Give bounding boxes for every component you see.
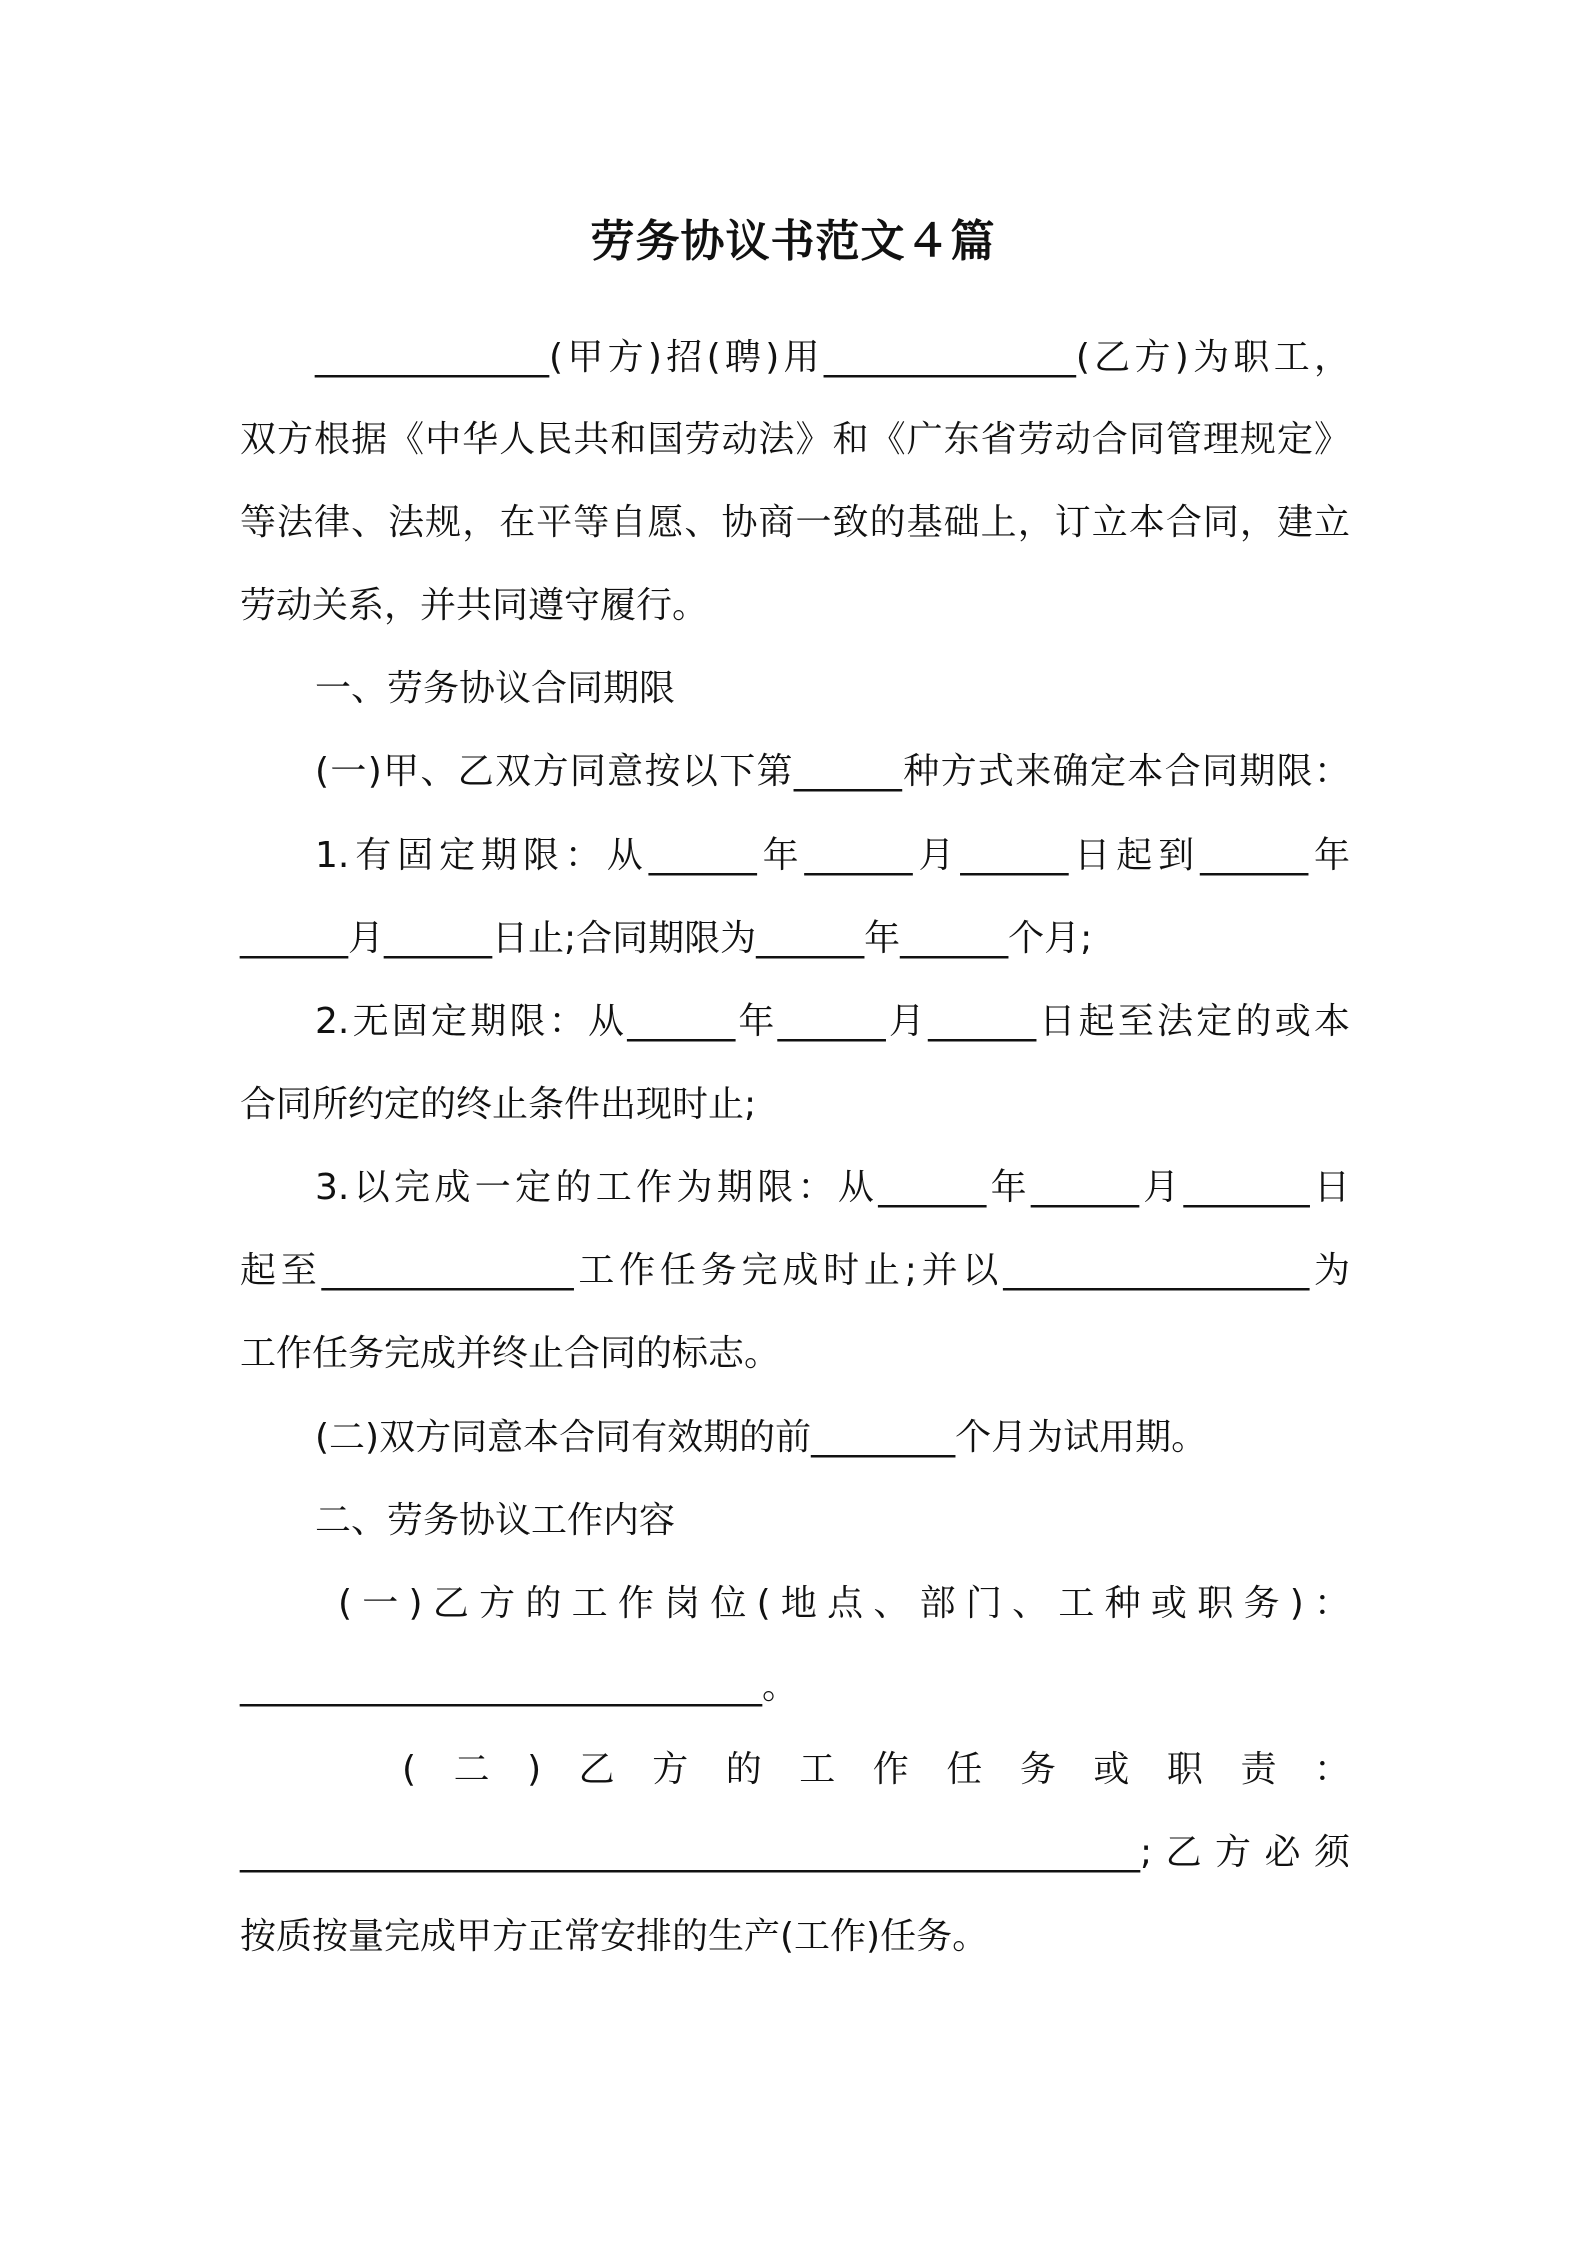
paragraph-line: (二)双方同意本合同有效期的前________个月为试用期。 — [315, 1417, 1208, 1458]
paragraph-line: 合同所约定的终止条件出现时止; — [240, 1084, 757, 1125]
paragraph-line: _____________________________。 — [240, 1666, 798, 1707]
paragraph-line: 3.以完成一定的工作为期限：从______年______月_______日 — [315, 1167, 1350, 1208]
paragraph-line: (一)甲、乙双方同意按以下第______种方式来确定本合同期限： — [315, 751, 1350, 792]
paragraph-line: (二)乙方的工作任务或职责： — [402, 1749, 1350, 1790]
paragraph-line: 双方根据《中华人民共和国劳动法》和《广东省劳动合同管理规定》 — [240, 419, 1350, 460]
paragraph-line: 2.无固定期限：从______年______月______日起至法定的或本 — [315, 1001, 1350, 1042]
paragraph-line: 起至______________工作任务完成时止;并以_________________为 — [240, 1250, 1350, 1291]
document-title: 劳务协议书范文４篇 — [590, 216, 996, 267]
paragraph-line: 1.有固定期限：从______年______月______日起到______年 — [315, 835, 1350, 876]
paragraph-line: __________________________________________________;乙方必须 — [240, 1832, 1350, 1873]
section-heading: 二、劳务协议工作内容 — [315, 1500, 676, 1541]
paragraph-line: 工作任务完成并终止合同的标志。 — [240, 1333, 781, 1374]
paragraph-line: (一)乙方的工作岗位(地点、部门、工种或职务)： — [338, 1583, 1350, 1624]
paragraph-line: 劳动关系，并共同遵守履行。 — [240, 585, 709, 626]
paragraph-line: _____________(甲方)招(聘)用______________(乙方)为职工， — [315, 337, 1350, 378]
paragraph-line: 按质按量完成甲方正常安排的生产(工作)任务。 — [240, 1916, 989, 1957]
section-heading: 一、劳务协议合同期限 — [315, 668, 676, 709]
paragraph-line: 等法律、法规，在平等自愿、协商一致的基础上，订立本合同，建立 — [240, 502, 1350, 543]
paragraph-line: ______月______日止;合同期限为______年______个月; — [240, 918, 1093, 959]
